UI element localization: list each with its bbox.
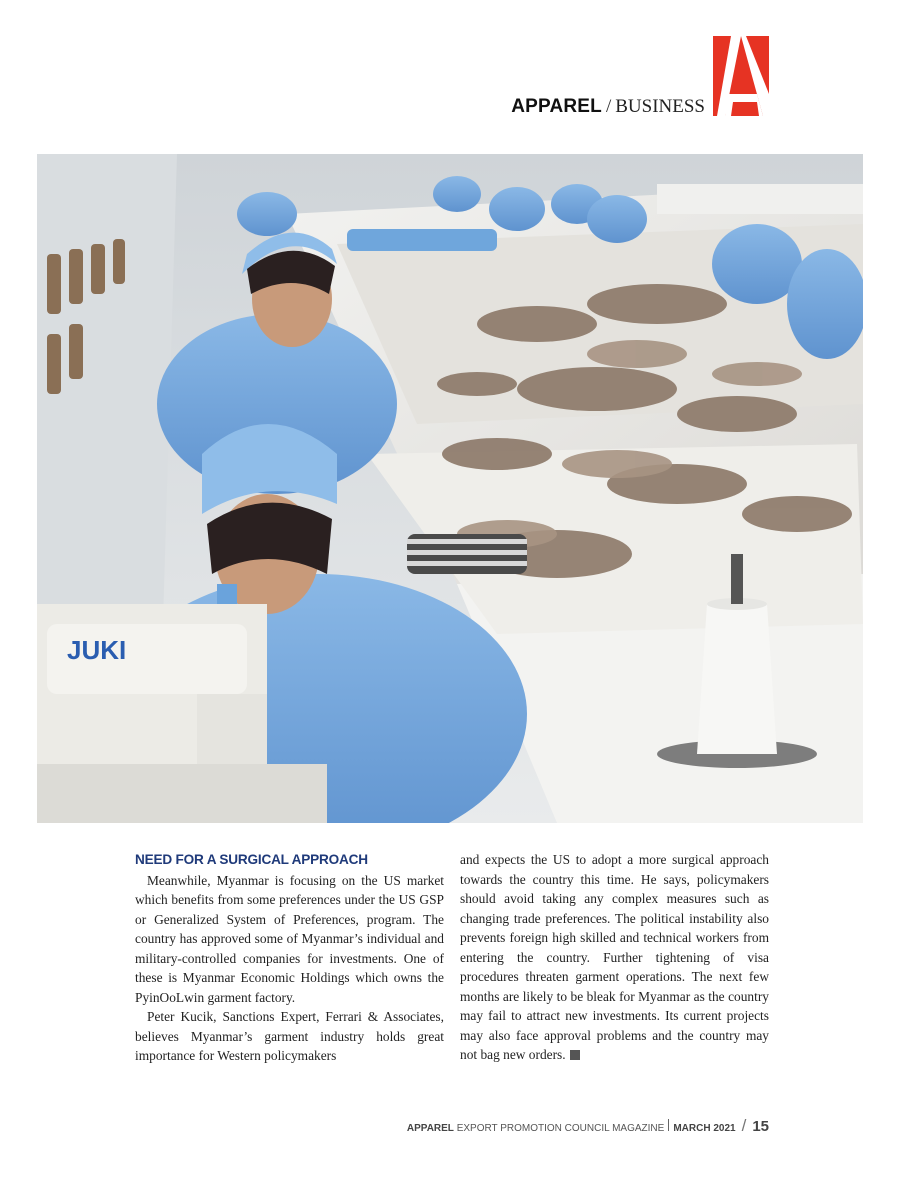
footer-date: MARCH 2021	[673, 1123, 736, 1134]
article-paragraph-text: and expects the US to adopt a more surgical approach towards the country this time. He says, policymakers should avoid taking any complex measures such as changing trade preferences. The political instability also prevents foreign high skilled and technical workers from entering the country. Further tightening of visa procedures threaten garment operations. The next few months are likely to be bleak for Myanmar as the country may fail to attract new investments. Its current projects may also face approval problems and the country may not bag new orders.	[460, 852, 769, 1062]
section-name: APPAREL	[511, 96, 602, 117]
page-header	[511, 36, 769, 116]
section-separator: /	[605, 96, 612, 117]
article-paragraph-continued	[460, 850, 769, 1065]
page-footer	[407, 1116, 769, 1136]
article-column-right	[460, 850, 769, 1066]
apparel-a-logo-icon	[713, 36, 769, 116]
article-column-left	[135, 850, 444, 1066]
article-heading: NEED FOR A SURGICAL APPROACH	[135, 852, 368, 867]
garment-factory-photo	[37, 154, 863, 823]
article-paragraph: Meanwhile, Myanmar is focusing on the US market which benefits from some preferences under the US GSP or Generalized System of Preferences, program. The country has approved some of Myanmar’s individual and military-controlled companies for investments. One of these is Myanmar Economic Holdings which owns the PyinOoLwin garment factory.	[135, 872, 444, 1005]
section-label	[511, 97, 705, 116]
footer-publication: EXPORT PROMOTION COUNCIL MAGAZINE	[456, 1123, 665, 1134]
article-paragraph: Peter Kucik, Sanctions Expert, Ferrari & Associates, believes Myanmar’s garment industry holds great importance for Western policymakers	[135, 1009, 444, 1063]
footer-slash: /	[741, 1116, 747, 1135]
end-of-article-mark	[570, 1050, 580, 1060]
footer-brand: APPAREL	[406, 1123, 454, 1134]
page-number: 15	[752, 1118, 769, 1135]
footer-divider	[668, 1119, 669, 1131]
article-body	[135, 850, 769, 1066]
subsection-name: BUSINESS	[615, 96, 705, 117]
juki-brand-label: JUKI	[67, 635, 127, 665]
